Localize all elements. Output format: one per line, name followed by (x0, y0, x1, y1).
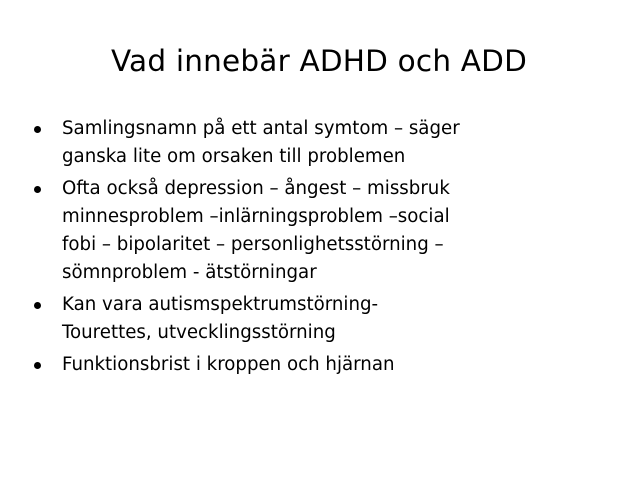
bullet-text-line: sömnproblem - ätstörningar (62, 262, 317, 283)
bullet-text-line: fobi – bipolaritet – personlighetsstörning – (62, 234, 444, 255)
slide-title: Vad innebär ADHD och ADD (110, 44, 528, 78)
bullet-item (32, 291, 622, 347)
bullet-text-line: Kan vara autismspektrumstörning- (62, 294, 379, 315)
bullet-dot-icon (34, 362, 41, 369)
bullet-dot-icon (34, 126, 41, 133)
bullet-list (32, 115, 622, 379)
bullet-text-line: Samlingsnamn på ett antal symtom – säger (62, 118, 460, 139)
bullet-item (32, 175, 622, 287)
bullet-text-line: Ofta också depression – ångest – missbruk (62, 178, 450, 199)
bullet-item (32, 351, 622, 379)
bullet-text-line: minnesproblem –inlärningsproblem –social (62, 206, 450, 227)
bullet-dot-icon (34, 186, 41, 193)
bullet-text-line: ganska lite om orsaken till problemen (62, 146, 406, 167)
bullet-dot-icon (34, 302, 41, 309)
bullet-text-line: Funktionsbrist i kroppen och hjärnan (62, 354, 395, 375)
bullet-text-line: Tourettes, utvecklingsstörning (62, 322, 336, 343)
bullet-item (32, 115, 622, 171)
